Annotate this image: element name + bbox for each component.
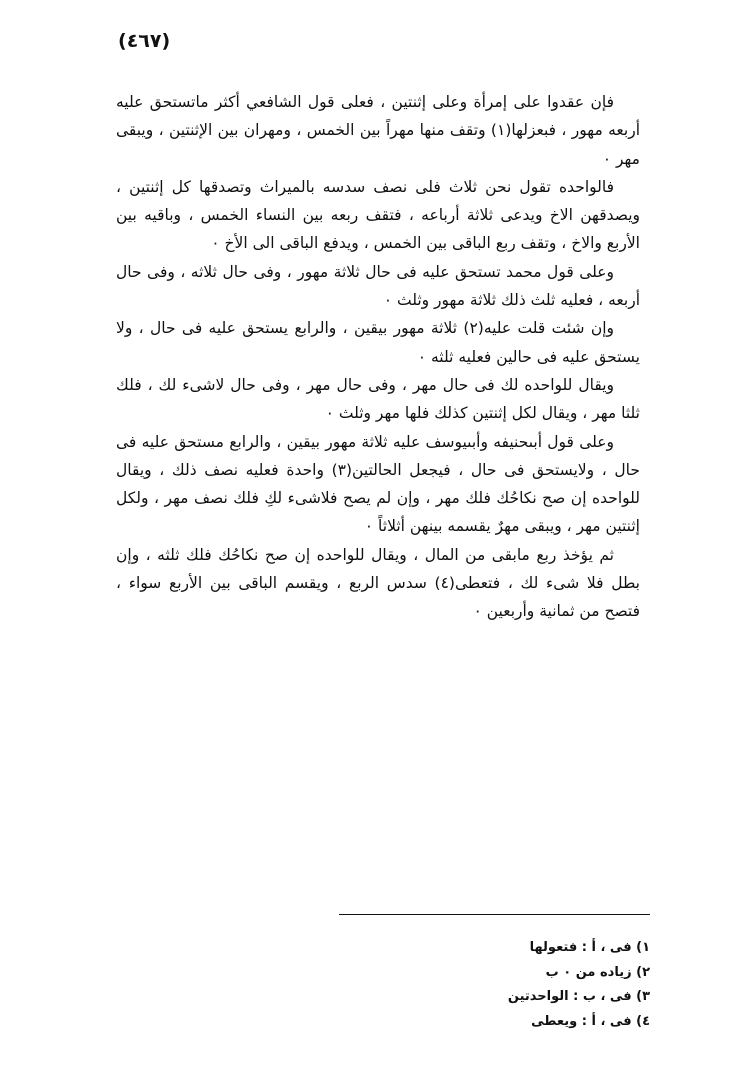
paragraph-7: ثم يؤخذ ربع مابقى من المال ، ويقال للواحده إن صح نكاحُك فلك ثلثه ، وإن بطل فلا شىء لك ، فتعطى(٤) سدس الربع ، ويقسم الباقى بين الأربع سواء ، فتصح من ثمانية وأربعين ٠ [116,545,640,621]
footnote-1: ١) فى ، أ : فتعولها [529,940,650,955]
main-text [116,88,640,626]
paragraph-3: وعلى قول محمد تستحق عليه فى حال ثلاثة مهور ، وفى حال ثلاثه ، وفى حال أربعه ، فعليه ثلث ذلك ثلاثة مهور وثلث ٠ [116,262,640,310]
page-number: (٤٦٧) [118,30,171,52]
paragraph-6: وعلى قول أبىحنيفه وأبىيوسف عليه ثلاثة مهور بيقين ، والرابع مستحق عليه فى حال ، ولايستحق فى حال ، فيجعل الحالتين(٣) واحدة فعليه نصف ذلك ، ويقال للواحده إن صح نكاحُك فلك مهر ، وإن لم يصح فلاشىء لكِ فلك نصف مهر ، ولكل إثنتين مهر ، ويبقى مهرٌ يقسمه بينهن أثلاثاً ٠ [116,432,640,536]
paragraph-4: وإن شئت قلت عليه(٢) ثلاثة مهور بيقين ، والرابع يستحق عليه فى حال ، ولا يستحق عليه فى حالين فعليه ثلثه ٠ [116,319,640,366]
footnote-4: ٤) فى ، أ : ويعطى [531,1013,650,1029]
paragraph-1: فإن عقدوا على إمرأة وعلى إثنتين ، فعلى قول الشافعي أكثر ماتستحق عليه أربعه مهور ، فبعزلها(١) وتقف منها مهراً بين الخمس ، ومهران بين الإثنتين ، ويبقى مهر ٠ [116,93,641,168]
footnote-2: ٢) زياده من ٠ ب [545,964,650,980]
footnotes [300,936,650,1034]
paragraph-2: فالواحده تقول نحن ثلاث فلى نصف سدسه بالميراث وتصدقها كل إثنتين ، ويصدقهن الاخ ويدعى ثلاثة أرباعه ، فتقف ربعه بين النساء الخمس ، وباقيه بين الأربع والاخ ، وتقف ربع الباقى بين الخمس ، ويدفع الباقى الى الأخ ٠ [116,177,640,253]
paragraph-5: ويقال للواحده لك فى حال مهر ، وفى حال مهر ، وفى حال لاشىء لك ، فلك ثلثا مهر ، ويقال لكل إثنتين كذلك فلها مهر وثلث ٠ [116,375,640,423]
footnote-3: ٣) فى ، ب : الواحدتين [507,989,650,1004]
footnote-separator [339,914,650,915]
